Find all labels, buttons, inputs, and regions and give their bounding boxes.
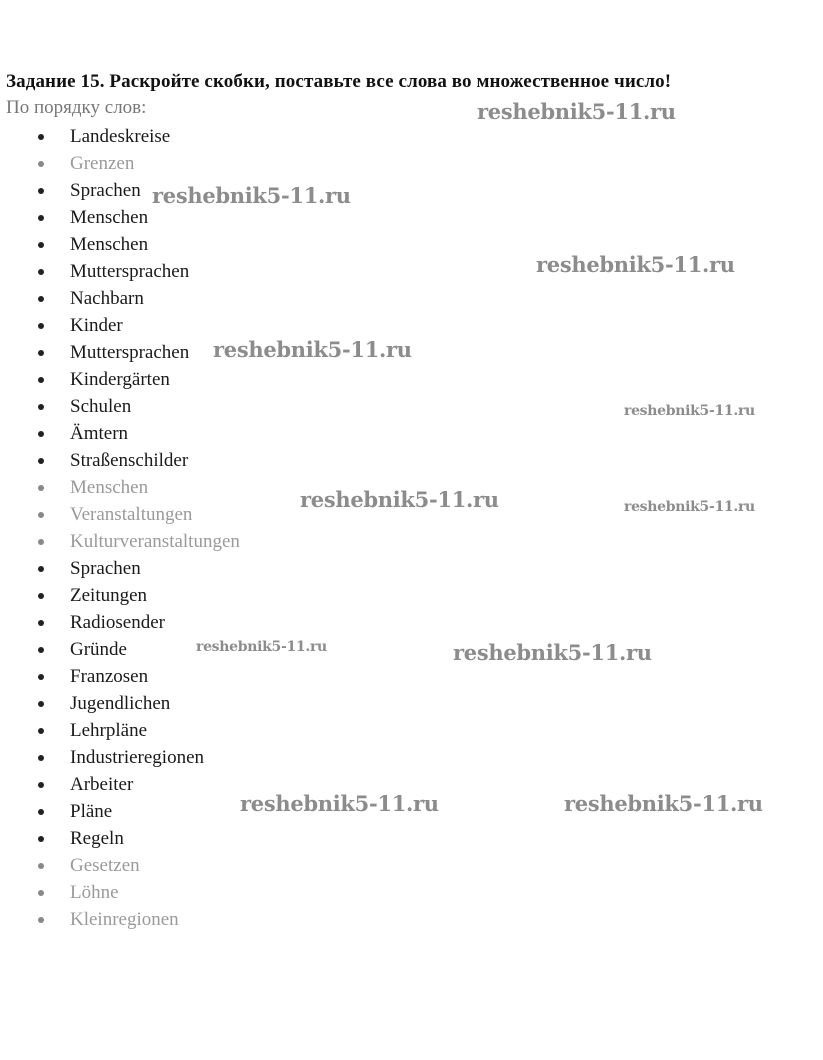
watermark-text: reshebnik5-11.ru [453, 640, 652, 665]
task-title: Задание 15. Раскройте скобки, поставьте все слова во множественное число! [6, 71, 672, 92]
bullet-icon [38, 701, 44, 707]
list-item-text: Menschen [70, 234, 149, 255]
bullet-icon [38, 215, 44, 221]
bullet-icon [38, 269, 44, 275]
watermark-text: reshebnik5-11.ru [213, 337, 412, 362]
list-item-text: Straßenschilder [70, 450, 189, 471]
list-item-text: Muttersprachen [70, 261, 190, 282]
bullet-icon [38, 431, 44, 437]
list-item-text: Jugendlichen [70, 693, 171, 714]
bullet-icon [38, 350, 44, 356]
list-item-text: Menschen [70, 207, 149, 228]
list-item-text: Löhne [70, 882, 119, 903]
list-item-text: Kinder [70, 315, 123, 336]
list-item-text: Zeitungen [70, 585, 148, 606]
bullet-icon [38, 836, 44, 842]
watermark-text: reshebnik5-11.ru [300, 487, 499, 512]
bullet-icon [38, 593, 44, 599]
list-item-text: Sprachen [70, 558, 141, 579]
bullet-icon [38, 188, 44, 194]
bullet-icon [38, 917, 44, 923]
bullet-icon [38, 728, 44, 734]
list-item-text: Gesetzen [70, 855, 140, 876]
list-item-text: Kulturveranstaltungen [70, 531, 240, 552]
watermark-text: reshebnik5-11.ru [152, 183, 351, 208]
bullet-icon [38, 863, 44, 869]
list-item-text: Gründe [70, 639, 127, 660]
bullet-icon [38, 755, 44, 761]
bullet-icon [38, 485, 44, 491]
list-item-text: Schulen [70, 396, 132, 417]
watermark-text: reshebnik5-11.ru [240, 791, 439, 816]
list-item-text: Muttersprachen [70, 342, 190, 363]
bullet-icon [38, 539, 44, 545]
watermark-text: reshebnik5-11.ru [564, 791, 763, 816]
bullet-icon [38, 242, 44, 248]
list-item-text: Ämtern [70, 423, 129, 444]
watermark-text: reshebnik5-11.ru [624, 499, 755, 515]
list-item-text: Landeskreise [70, 126, 171, 147]
list-item-text: Arbeiter [70, 774, 134, 795]
bullet-icon [38, 890, 44, 896]
list-item-text: Pläne [70, 801, 113, 822]
list-item-text: Franzosen [70, 666, 149, 687]
watermark-text: reshebnik5-11.ru [536, 252, 735, 277]
bullet-icon [38, 809, 44, 815]
bullet-icon [38, 620, 44, 626]
list-item-text: Regeln [70, 828, 124, 849]
list-item-text: Veranstaltungen [70, 504, 193, 525]
bullet-icon [38, 566, 44, 572]
bullet-icon [38, 404, 44, 410]
bullet-icon [38, 323, 44, 329]
list-item-text: Lehrpläne [70, 720, 148, 741]
bullet-icon [38, 161, 44, 167]
list-item-text: Kindergärten [70, 369, 170, 390]
subtitle: По порядку слов: [6, 97, 147, 118]
watermark-text: reshebnik5-11.ru [196, 639, 327, 655]
list-item-text: Industrieregionen [70, 747, 205, 768]
bullet-icon [38, 647, 44, 653]
watermark-text: reshebnik5-11.ru [477, 99, 676, 124]
list-item-text: Radiosender [70, 612, 165, 633]
list-item-text: Grenzen [70, 153, 135, 174]
list-item-text: Sprachen [70, 180, 141, 201]
list-item-text: Nachbarn [70, 288, 144, 309]
bullet-icon [38, 674, 44, 680]
bullet-icon [38, 377, 44, 383]
list-item-text: Kleinregionen [70, 909, 179, 930]
bullet-icon [38, 458, 44, 464]
bullet-icon [38, 512, 44, 518]
list-item-text: Menschen [70, 477, 149, 498]
bullet-icon [38, 134, 44, 140]
bullet-icon [38, 296, 44, 302]
watermark-text: reshebnik5-11.ru [624, 403, 755, 419]
bullet-icon [38, 782, 44, 788]
